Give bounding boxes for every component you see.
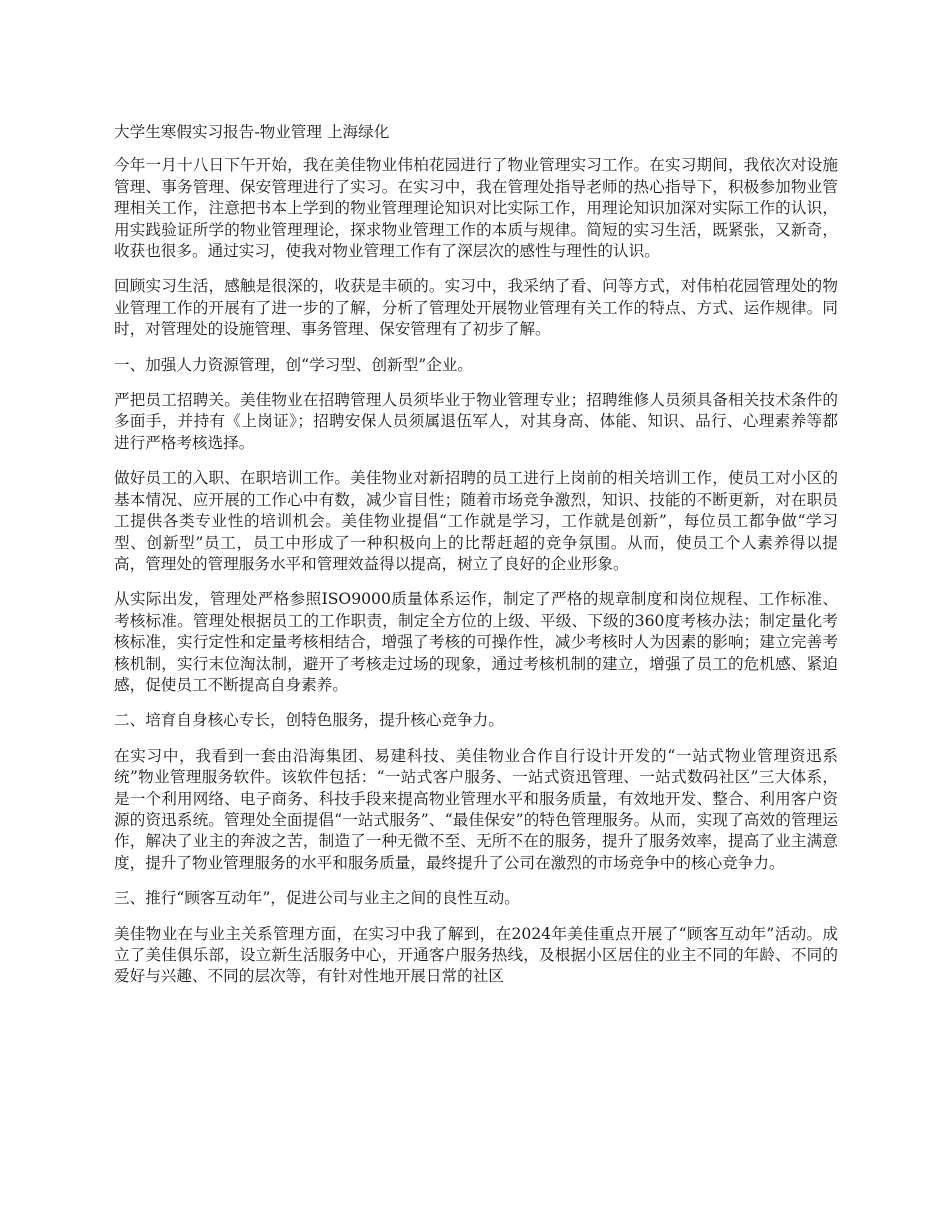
paragraph-interaction: 美佳物业在与业主关系管理方面，在实习中我了解到，在2024年美佳重点开展了“顾客互动年”活动。成立了美佳俱乐部，设立新生活服务中心，开通客户服务热线，及根据小区居住的业主不同的年龄、不同的爱好与兴趣、不同的层次等，有针对性地开展日常的社区 bbox=[114, 924, 838, 986]
document-title: 大学生寒假实习报告-物业管理 上海绿化 bbox=[114, 123, 390, 141]
paragraph-training: 做好员工的入职、在职培训工作。美佳物业对新招聘的员工进行上岗前的相关培训工作，使员工对小区的基本情况、应开展的工作心中有数，减少盲目性；随着市场竞争激烈，知识、技能的不断更新，对在职员工提供各类专业性的培训机会。美佳物业提倡“工作就是学习，工作就是创新”，每位员工都争做“学习型、创新型”员工，员工中形成了一种积极向上的比帮赶超的竞争氛围。从而，使员工个人素养得以提高，管理处的管理服务水平和管理效益得以提高，树立了良好的企业形象。 bbox=[114, 469, 838, 573]
section-heading-2: 二、培育自身核心专长，创特色服务，提升核心竞争力。 bbox=[114, 711, 504, 730]
paragraph-software: 在实习中，我看到一套由沿海集团、易建科技、美佳物业合作自行设计开发的“一站式物业管理资迅系统”物业管理服务软件。该软件包括：“一站式客户服务、一站式资迅管理、一站式数码社区”三大体系，是一个利用网络、电子商务、科技手段来提高物业管理水平和服务质量，有效地开发、整合、利用客户资源的资迅系统。管理处全面提倡“一站式服务”、“最佳保安”的特色管理服务。从而，实现了高效的管理运作，解决了业主的奔波之苦，制造了一种无微不至、无所不在的服务，提升了服务效率，提高了业主满意度，提升了物业管理服务的水平和服务质量，最终提升了公司在激烈的市场竞争中的核心竞争力。 bbox=[114, 746, 838, 872]
paragraph-review: 回顾实习生活，感触是很深的，收获是丰硕的。实习中，我采纳了看、问等方式，对伟柏花园管理处的物业管理工作的开展有了进一步的了解，分析了管理处开展物业管理有关工作的特点、方式、运作规律。同时，对管理处的设施管理、事务管理、保安管理有了初步了解。 bbox=[114, 277, 838, 339]
document-page bbox=[114, 122, 838, 1002]
paragraph-recruitment: 严把员工招聘关。美佳物业在招聘管理人员须毕业于物业管理专业；招聘维修人员须具备相关技术条件的多面手，并持有《上岗证》；招聘安保人员须属退伍军人，对其身高、体能、知识、品行、心理素养等都进行严格考核选择。 bbox=[114, 391, 838, 452]
paragraph-assessment: 从实际出发，管理处严格参照ISO9000质量体系运作，制定了严格的规章制度和岗位规程、工作标准、考核标准。管理处根据员工的工作职责，制定全方位的上级、平级、下级的360度考核办法；制定量化考核标准，实行定性和定量考核相结合，增强了考核的可操作性，减少考核时人为因素的影响；建立完善考核机制，实行末位淘汰制，避开了考核走过场的现象，通过考核机制的建立，增强了员工的危机感、紧迫感，促使员工不断提高自身素养。 bbox=[114, 590, 838, 694]
section-heading-3: 三、推行“顾客互动年”，促进公司与业主之间的良性互动。 bbox=[114, 889, 520, 908]
paragraph-intro: 今年一月十八日下午开始，我在美佳物业伟柏花园进行了物业管理实习工作。在实习期间，我依次对设施管理、事务管理、保安管理进行了实习。在实习中，我在管理处指导老师的热心指导下，积极参加物业管理相关工作，注意把书本上学到的物业管理理论知识对比实际工作，用理论知识加深对实际工作的认识，用实践验证所学的物业管理理论，探求物业管理工作的本质与规律。简短的实习生活，既紧张，又新奇，收获也很多。通过实习，使我对物业管理工作有了深层次的感性与理性的认识。 bbox=[114, 156, 838, 261]
section-heading-1: 一、加强人力资源管理，创“学习型、创新型”企业。 bbox=[114, 355, 474, 374]
